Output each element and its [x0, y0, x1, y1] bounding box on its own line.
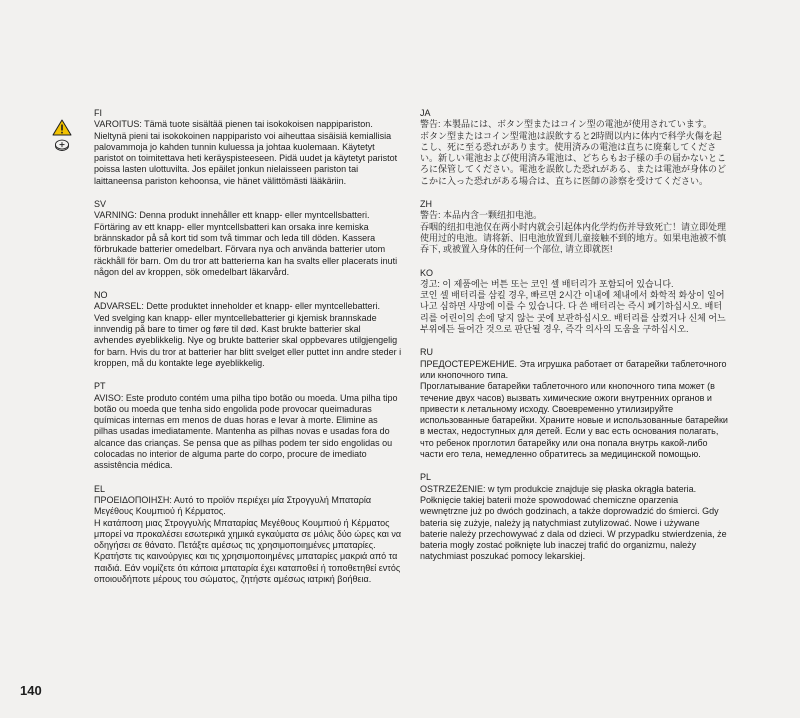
language-code: NO	[94, 290, 108, 301]
warning-paragraph: Проглатывание батарейки таблеточного или кнопочного типа может (в течение двух часов) вызвать химические ожоги внутренних органов и привести к летальному исходу. Своевременно утилизируйте использованные батарейки. Храните новые и использованные батарейки в местах, недоступных для детей. Если у вас есть основания полагать, что ребенок проглотил батарейку или она попала внутрь какой-либо части его тела, немедленно обратитесь за медицинской помощью.	[420, 381, 728, 460]
language-code: EL	[94, 483, 106, 494]
warning-section-pl	[420, 472, 728, 562]
warning-paragraph: 警告: 本品内含一颗纽扣电池。	[420, 210, 543, 221]
warning-paragraph: 吞咽的纽扣电池仅在两小时内就会引起体内化学灼伤并导致死亡！请立即处理使用过的电池。请将新、旧电池放置到儿童接触不到的地方。如果电池被不慎吞下, 或被置入身体的任何一个部位, 请立即就医!	[420, 221, 727, 255]
warning-paragraph: AVISO: Este produto contém uma pilha tipo botão ou moeda. Uma pilha tipo botão ou moeda que tenha sido engolida pode provocar queimaduras químicas internas em menos de duas horas e levar à morte. Elimine as pilhas usadas imediatamente. Mantenha as pilhas novas e usadas fora do alcance das crianças. Se pensa que as pilhas podem ter sido engolidas ou colocadas no interior de alguma parte do corpo, procure de imediato assistência médica.	[94, 392, 398, 471]
warning-section-no	[94, 290, 402, 369]
left-text-column	[94, 108, 402, 597]
warning-section-ru	[420, 347, 728, 460]
warning-section-el	[94, 484, 402, 586]
language-code: FI	[94, 108, 102, 118]
page-number: 140	[20, 683, 42, 698]
warning-paragraph: ΠΡΟΕΙΔΟΠΟΙΗΣΗ: Αυτό το προϊόν περιέχει μία Στρογγυλή Μπαταρία Μεγέθους Κουμπιού ή Κέρματος.	[94, 494, 372, 517]
warning-section-ja	[420, 108, 728, 187]
warning-paragraph: VAROITUS: Tämä tuote sisältää pienen tai isokokoisen nappipariston. Nieltynä pieni tai isokokoinen nappiparisto voi aiheuttaa sisäisiä kemiallisia palovammoja jo kahden tunnin kuluessa ja johtaa kuolemaan. Käytetyt paristot on toimitettava heti keräyspisteeseen. Pidä uudet ja käytetyt paristot poissa lasten ulottuvilta. Jos epäilet jonkun nielaisseen pariston tai laittaneensa pariston kehoonsa, vie hänet välittömästi lääkäriin.	[94, 119, 398, 186]
warning-paragraph: 코인 셀 배터리를 삼킬 경우, 빠르면 2시간 이내에 체내에서 화학적 화상이 일어나고 심하면 사망에 이를 수 있습니다. 다 쓴 배터리는 즉시 폐기하십시오. 배터리를 어린이의 손에 닿지 않는 곳에 보관하십시오. 배터리를 삼켰거나 신체 어느 부위에든 들어간 것으로 판단될 경우, 즉각 의사의 도움을 구하십시오.	[420, 290, 726, 335]
warning-triangle-icon	[52, 119, 72, 155]
language-code: ZH	[420, 199, 432, 210]
warning-section-ko	[420, 268, 728, 336]
warning-paragraph: ПРЕДОСТЕРЕЖЕНИЕ. Эта игрушка работает от батарейки таблеточного или кнопочного типа.	[420, 358, 727, 380]
language-code: SV	[94, 199, 107, 210]
warning-paragraph: OSTRZEŻENIE: w tym produkcie znajduje się płaska okrągła bateria.	[420, 483, 697, 494]
warning-section-fi	[94, 108, 402, 187]
warning-icons	[52, 119, 72, 160]
warning-section-pt	[94, 381, 402, 471]
warning-paragraph: VARNING: Denna produkt innehåller ett knapp- eller myntcellsbatteri. Förtäring av ett knapp- eller myntcellsbatteri kan orsaka inre kemiska brännskador på så kort tid som två timmar och leda till döden. Kassera förbrukade batterier omedelbart. Förvara nya och använda batterier utom räckhåll för barn. Om du tror att batterierna kan ha svalts eller placerats inuti någon del av kroppen, sök omedelbart läkarvård.	[94, 210, 398, 277]
language-code: KO	[420, 267, 434, 278]
warning-section-sv	[94, 199, 402, 278]
warning-paragraph: ボタン型またはコイン型電池は誤飲すると2時間以内に体内で科学火傷を起こし、死に至る恐れがあります。使用済みの電池は直ちに廃棄してください。新しい電池および使用済み電池は、どちらもお子様の手の届かないところに保管してください。電池を誤飲した恐れがある、または電池が身体のどこかに入った恐れがある場合は、直ちに医師の診察を受けてください。	[420, 130, 727, 186]
language-code: PT	[94, 381, 106, 392]
coin-battery-icon	[56, 140, 69, 150]
warning-paragraph: 경고: 이 제품에는 버튼 또는 코인 셀 배터리가 포함되어 있습니다.	[420, 278, 674, 289]
warning-paragraph: ADVARSEL: Dette produktet inneholder et knapp- eller myntcellebatteri.	[94, 301, 380, 312]
warning-paragraph: Ved svelging kan knapp- eller myntcellebatterier gi kjemisk brannskade innvendig på bare to timer og føre til død. Kast brukte batterier skal avhendes øyeblikkelig. Nye og brukte batterier skal oppbevares utilgjengelig for barn. Hvis du tror at batterier har blitt svelget eller puttet inn andre steder i kroppen, må du kontakte lege øyeblikkelig.	[94, 312, 402, 368]
right-text-column	[420, 108, 728, 575]
language-code: PL	[420, 472, 432, 483]
warning-paragraph: Połknięcie takiej baterii może spowodować chemiczne oparzenia wewnętrzne już po dwóch godzinach, a także doprowadzić do śmierci. Gdy bateria się zużyje, należy ją natychmiast zutylizować. Nowe i używane baterie należy przechowywać z dala od dzieci. W przypadku stwierdzenia, że bateria mogły zostać połknięte lub inaczej trafić do organizmu, należy natychmiast poszukać pomocy lekarskiej.	[420, 494, 727, 562]
language-code: JA	[420, 108, 431, 118]
warning-paragraph: Η κατάποση μιας Στρογγυλής Μπαταρίας Μεγέθους Κουμπιού ή Κέρματος μπορεί να προκαλέσει εσωτερικά χημικά εγκαύματα σε μόλις δύο ώρες και να οδηγήσει σε θάνατο. Πετάξτε αμέσως τις χρησιμοποιημένες μπαταρίες. Κρατήστε τις καινούργιες και τις χρησιμοποιημένες μπαταρίες μακριά από τα παιδιά. Εάν νομίζετε ότι κάποια μπαταρία έχει καταποθεί ή τοποθετηθεί εντός οποιουδήποτε μέρους του σώματος, ζητήστε αμέσως ιατρική βοήθεια.	[94, 517, 402, 584]
warning-paragraph: 警告: 本製品には、ボタン型またはコイン型の電池が使用されています。	[420, 119, 713, 130]
language-code: RU	[420, 347, 433, 358]
warning-section-zh	[420, 199, 728, 255]
